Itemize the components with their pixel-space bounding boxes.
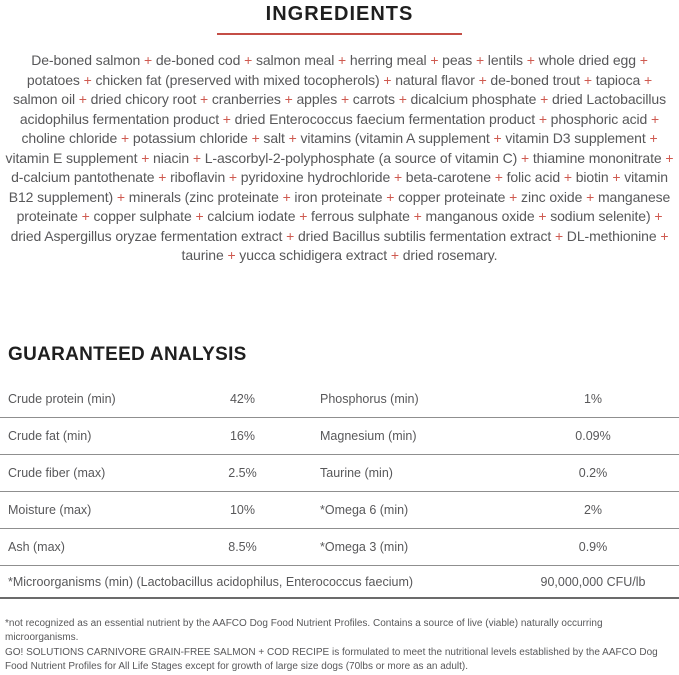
analysis-cell-right-label: Phosphorus (min) — [320, 392, 419, 406]
analysis-cell-left-label: Ash (max) — [8, 540, 65, 554]
plus-separator: + — [520, 149, 530, 166]
analysis-cell-right-label: Taurine (min) — [320, 466, 393, 480]
analysis-cell-left-label: Crude fat (min) — [8, 429, 92, 443]
analysis-cell-right-label: Magnesium (min) — [320, 429, 417, 443]
analysis-cell-value: 90,000,000 CFU/lb — [540, 574, 646, 589]
analysis-cell-right-label: *Omega 6 (min) — [320, 503, 409, 517]
plus-separator: + — [144, 52, 153, 68]
analysis-cell-left-value: 8.5% — [228, 540, 257, 554]
plus-separator: + — [299, 208, 308, 224]
plus-separator: + — [120, 130, 130, 146]
red-underline-divider — [217, 33, 462, 35]
analysis-row — [0, 418, 679, 455]
plus-separator: + — [116, 188, 125, 205]
plus-separator: + — [251, 130, 260, 146]
plus-separator: + — [192, 149, 201, 166]
analysis-cell-left-label: Crude protein (min) — [8, 392, 116, 406]
plus-separator: + — [383, 71, 392, 88]
analysis-cell-left-label: Moisture (max) — [8, 503, 92, 517]
footnote-aafco-formulation: GO! SOLUTIONS CARNIVORE GRAIN-FREE SALMON + COD RECIPE is formulated to meet the nutritional levels established by the AAFCO Dog Food Nutrient Profiles for All Life Stages except for growth of large size dogs (70lbs or more as an adult). — [5, 647, 658, 672]
analysis-row — [0, 529, 679, 566]
analysis-cell-left-value: 42% — [229, 392, 256, 406]
plus-separator: + — [78, 91, 87, 107]
footnote-essential-nutrient: *not recognized as an essential nutrient by the AAFCO Dog Food Nutrient Profiles. Contains a source of live (viable) naturally occurring microorganisms. — [5, 618, 603, 643]
plus-separator: + — [200, 91, 209, 107]
plus-separator: + — [660, 227, 669, 244]
plus-separator: + — [398, 91, 407, 107]
plus-separator: + — [413, 208, 422, 224]
plus-separator: + — [540, 91, 549, 107]
plus-separator: + — [665, 149, 674, 166]
plus-separator: + — [390, 247, 399, 263]
plus-separator: + — [644, 71, 653, 88]
plus-separator: + — [563, 169, 572, 185]
guaranteed-analysis-title: GUARANTEED ANALYSIS — [8, 344, 247, 365]
plus-separator: + — [340, 91, 350, 107]
analysis-cell-right-value: 0.9% — [578, 540, 608, 554]
plus-separator: + — [244, 52, 253, 68]
plus-separator: + — [493, 130, 502, 146]
analysis-row — [0, 492, 679, 529]
plus-separator: + — [195, 208, 204, 224]
plus-separator: + — [430, 52, 439, 68]
analysis-cell-left-value: 10% — [229, 503, 256, 517]
analysis-cell-left-value: 16% — [229, 429, 256, 443]
plus-separator: + — [478, 71, 487, 88]
plus-separator: + — [393, 169, 403, 185]
plus-separator: + — [538, 208, 547, 224]
plus-separator: + — [649, 130, 658, 146]
plus-separator: + — [475, 52, 485, 68]
analysis-cell-label: *Microorganisms (min) (Lactobacillus acidophilus, Enterococcus faecium) — [8, 574, 414, 589]
analysis-cell-right-value: 0.09% — [575, 429, 611, 443]
plus-separator: + — [141, 149, 150, 166]
plus-separator: + — [286, 227, 295, 244]
analysis-row — [0, 455, 679, 492]
guaranteed-analysis-table — [0, 381, 679, 599]
plus-separator: + — [538, 110, 547, 127]
plus-separator: + — [651, 110, 660, 127]
plus-separator: + — [158, 169, 167, 185]
analysis-row — [0, 381, 679, 418]
plus-separator: + — [222, 110, 231, 127]
plus-separator: + — [509, 188, 518, 205]
plus-separator: + — [228, 169, 237, 185]
plus-separator: + — [494, 169, 503, 185]
analysis-cell-left-value: 2.5% — [228, 466, 257, 480]
ingredients-text: De-boned salmon + de-boned cod + salmon meal + herring meal + peas + lentils + whole dried egg + potatoes + chicken fat (preserved with mixed tocopherols) + natural flavor + de-boned trout + tapioca + salmon oil + dried chicory root + cranberries + apples + carrots + dicalcium phosphate + dried Lactobacillus acidophilus fermentation product + dried Enterococcus faecium fermentation product + phosphoric acid + choline chloride + potassium chloride + salt + vitamins (vitamin A supplement + vitamin D3 supplement + vitamin E supplement + niacin + L-ascorbyl-2-polyphosphate (a source of vitamin C) + thiamine mononitrate + d-calcium pantothenate + riboflavin + pyridoxine hydrochloride + beta-carotene + folic acid + biotin + vitamin B12 supplement) + minerals (zinc proteinate + iron proteinate + copper proteinate + zinc oxide + manganese proteinate + copper sulphate + calcium iodate + ferrous sulphate + manganous oxide + sodium selenite) + dried Aspergillus oryzae fermentation extract + dried Bacillus subtilis fermentation extract + DL-methionine + taurine + yucca schidigera extract + dried rosemary. — [5, 52, 674, 263]
plus-separator: + — [338, 52, 347, 68]
plus-separator: + — [654, 208, 663, 224]
ingredients-title: INGREDIENTS — [265, 3, 414, 25]
plus-separator: + — [81, 208, 90, 224]
plus-separator: + — [288, 130, 297, 146]
plus-separator: + — [284, 91, 293, 107]
analysis-cell-right-value: 1% — [583, 392, 603, 406]
plus-separator: + — [583, 71, 592, 88]
analysis-cell-left-label: Crude fiber (max) — [8, 466, 106, 480]
plus-separator: + — [586, 188, 595, 205]
analysis-cell-right-value: 2% — [583, 503, 603, 517]
plus-separator: + — [612, 169, 621, 185]
analysis-cell-right-value: 0.2% — [578, 466, 608, 480]
analysis-row-microorganisms — [0, 566, 679, 599]
analysis-cell-right-label: *Omega 3 (min) — [320, 540, 409, 554]
plus-separator: + — [83, 71, 92, 88]
plus-separator: + — [282, 188, 291, 205]
plus-separator: + — [227, 247, 236, 263]
plus-separator: + — [639, 52, 648, 68]
plus-separator: + — [526, 52, 535, 68]
plus-separator: + — [554, 227, 564, 244]
plus-separator: + — [386, 188, 395, 205]
